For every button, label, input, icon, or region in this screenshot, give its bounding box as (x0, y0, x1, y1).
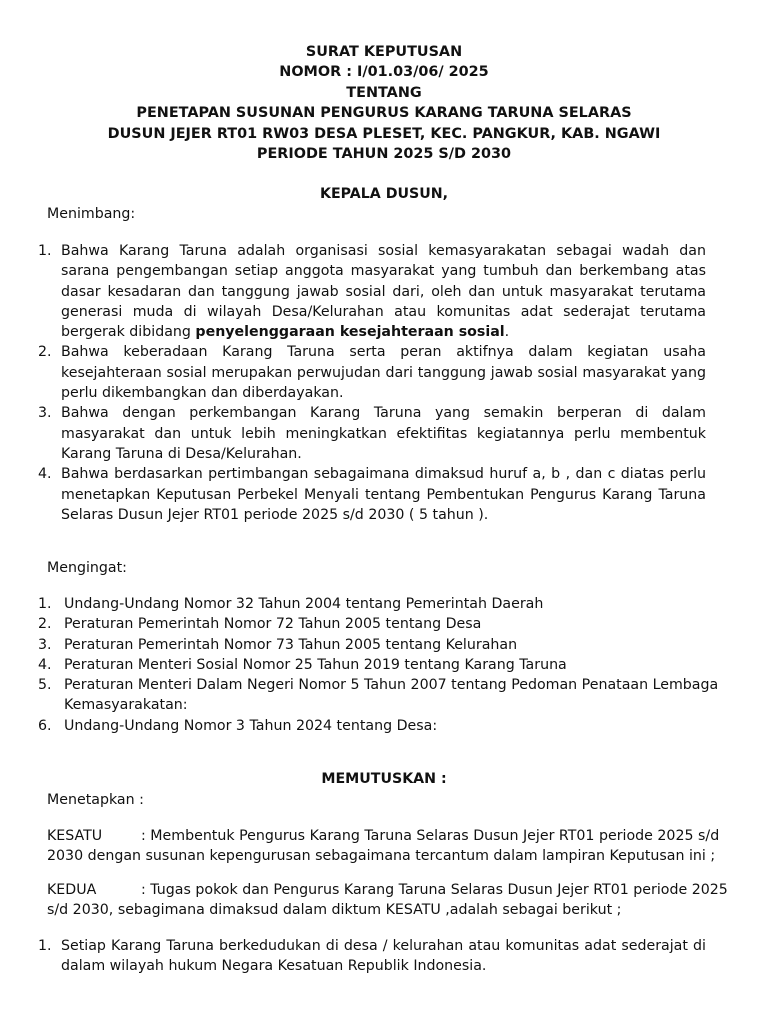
memutuskan-heading: MEMUTUSKAN : (321, 771, 447, 787)
diktum-kedua (47, 880, 728, 921)
list-text: Peraturan Menteri Sosial Nomor 25 Tahun 2019 tentang Karang Taruna (64, 656, 567, 673)
list-item (38, 464, 706, 525)
list-item (38, 403, 706, 464)
list-text: Undang-Undang Nomor 32 Tahun 2004 tentang Pemerintah Daerah (64, 596, 544, 612)
list-item (38, 655, 738, 675)
list-number: 4. (38, 656, 52, 673)
header-tentang: TENTANG (346, 84, 422, 101)
list-text: Peraturan Pemerintah Nomor 73 Tahun 2005 tentang Kelurahan (64, 636, 518, 653)
document-header (0, 42, 768, 164)
header-subject: PENETAPAN SUSUNAN PENGURUS KARANG TARUNA SELARAS (136, 105, 632, 122)
signatory-title: KEPALA DUSUN, (319, 186, 449, 202)
header-number: NOMOR : I/01.03/06/ 2025 (279, 64, 489, 81)
mengingat-heading: Mengingat: (47, 560, 127, 576)
list-text: Bahwa berdasarkan pertimbangan sebagaimana dimaksud huruf a, b , dan c diatas perlu menetapkan Keputusan Perbekel Menyali tentang Pembentukan Pengurus Karang Taruna Selaras Dusun Jejer RT01 periode 2025 s/d 2030 ( 5 tahun ). (61, 466, 706, 523)
list-text-continued: Kemasyarakatan: (64, 697, 188, 714)
list-item (38, 675, 738, 716)
diktum-text: : Membentuk Pengurus Karang Taruna Selaras Dusun Jejer RT01 periode 2025 s/d (141, 828, 720, 844)
list-item (38, 936, 706, 977)
header-title: SURAT KEPUTUSAN (305, 44, 463, 60)
list-number: 4. (38, 466, 52, 483)
list-text: Bahwa keberadaan Karang Taruna serta peran aktifnya dalam kegiatan usaha kesejahteraan sosial merupakan perwujudan dari tanggung jawab sosial masyarakat yang perlu dikembangkan dan diberdayakan. (61, 344, 706, 402)
diktum-text: : Tugas pokok dan Pengurus Karang Taruna Selaras Dusun Jejer RT01 periode 2025 (141, 882, 728, 898)
mengingat-list (38, 594, 738, 736)
list-number: 1. (38, 938, 52, 954)
list-number: 3. (38, 636, 52, 653)
diktum-kesatu (47, 826, 723, 867)
list-number: 2. (38, 344, 52, 361)
diktum-label: KEDUA (47, 882, 97, 898)
list-text: Setiap Karang Taruna berkedudukan di desa / kelurahan atau komunitas adat sederajat di dalam wilayah hukum Negara Kesatuan Republik Indonesia. (61, 938, 706, 975)
header-period: PERIODE TAHUN 2025 S/D 2030 (256, 146, 512, 163)
menetapkan-heading: Menetapkan : (47, 792, 144, 808)
list-text: Bahwa Karang Taruna adalah organisasi sosial kemasyarakatan sebagai wadah dan sarana pengembangan setiap anggota masyarakat yang tumbuh dan berkembang atas dasar kesadaran dan tanggung jawab sosial dari, oleh dan untuk masyarakat terutama generasi muda di wilayah Desa/Kelurahan atau komunitas adat sederajat terutama bergerak dibidang (61, 243, 706, 341)
list-number: 6. (38, 717, 52, 734)
list-item (38, 716, 738, 736)
menimbang-list (38, 241, 706, 525)
list-number: 5. (38, 677, 52, 694)
emphasis-text: penyelenggaraan kesejahteraan sosial (195, 324, 505, 341)
list-text: Peraturan Pemerintah Nomor 72 Tahun 2005 tentang Desa (64, 616, 482, 633)
header-location: DUSUN JEJER RT01 RW03 DESA PLESET, KEC. PANGKUR, KAB. NGAWI (107, 125, 661, 142)
diktum-text-continued: 2030 dengan susunan kepengurusan sebagaimana tercantum dalam lampiran Keputusan ini ; (47, 848, 716, 865)
list-number: 3. (38, 405, 52, 422)
list-item (38, 594, 738, 614)
list-item (38, 635, 738, 655)
list-item (38, 342, 706, 403)
diktum-text-continued: s/d 2030, sebagimana dimaksud dalam diktum KESATU ,adalah sebagai berikut ; (47, 902, 622, 919)
list-text: Peraturan Menteri Dalam Negeri Nomor 5 Tahun 2007 tentang Pedoman Penataan Lembaga (64, 677, 719, 694)
list-number: 1. (38, 596, 52, 612)
tugas-list (38, 936, 706, 977)
list-text: Undang-Undang Nomor 3 Tahun 2024 tentang Desa: (64, 717, 438, 734)
list-number: 1. (38, 243, 52, 259)
menimbang-heading: Menimbang: (47, 206, 136, 222)
list-item (38, 614, 738, 634)
list-number: 2. (38, 616, 52, 633)
list-item (38, 241, 706, 342)
list-text-tail: . (504, 324, 510, 341)
diktum-label: KESATU (47, 828, 103, 844)
list-text: Bahwa dengan perkembangan Karang Taruna yang semakin berperan di dalam masyarakat dan untuk lebih meningkatkan efektifitas kegiatannya perlu membentuk Karang Taruna di Desa/Kelurahan. (61, 405, 706, 462)
